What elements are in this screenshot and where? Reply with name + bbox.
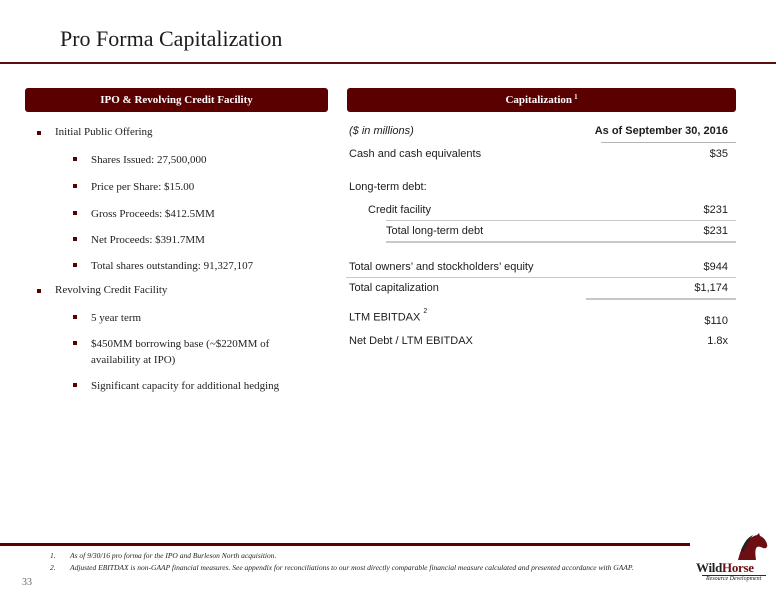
row-value: 1.8x xyxy=(707,335,728,347)
page-title: Pro Forma Capitalization xyxy=(60,26,283,51)
row-label: Credit facility xyxy=(368,204,431,216)
row-label xyxy=(349,308,428,324)
logo-wordmark-part2: Horse xyxy=(722,560,754,575)
bullet-label: Initial Public Offering xyxy=(55,126,153,138)
row-value: $110 xyxy=(704,315,728,327)
table-row xyxy=(346,308,736,329)
footnote-text: Adjusted EBITDAX is non-GAAP financial measures. See appendix for reconciliations to our most directly comparable financial measure calculated and presented accordance with GAAP. xyxy=(70,563,634,572)
footnote-ref: 2 xyxy=(423,308,428,315)
date-column-header: As of September 30, 2016 xyxy=(594,125,728,137)
horse-head-icon xyxy=(732,532,772,562)
bullet-square-icon xyxy=(73,157,77,161)
bullet-square-icon xyxy=(73,315,77,319)
sub-bullet-text: Significant capacity for additional hedging xyxy=(91,380,280,392)
bullet-square-icon xyxy=(73,211,77,215)
bullet-square-icon xyxy=(37,131,41,135)
row-label-text: LTM EBITDAX xyxy=(349,311,421,324)
sub-bullet-text: $450MM borrowing base (~$220MM of availability at IPO) xyxy=(91,338,270,366)
bullet-square-icon xyxy=(73,341,77,345)
footnote-text: As of 9/30/16 pro forma for the IPO and Burleson North acquisition. xyxy=(70,551,277,560)
table-row xyxy=(346,335,736,353)
ipo-section-header xyxy=(25,88,328,112)
row-label: Total long-term debt xyxy=(386,225,484,237)
row-divider xyxy=(386,241,736,243)
footnote-number: 1. xyxy=(50,551,56,560)
page-number: 33 xyxy=(22,577,32,588)
bullet-square-icon xyxy=(73,184,77,188)
row-value: $35 xyxy=(709,148,728,160)
row-label: Net Debt / LTM EBITDAX xyxy=(349,335,473,347)
bullet-square-icon xyxy=(73,237,77,241)
row-value: $1,174 xyxy=(694,282,728,294)
capitalization-section-header-label: Capitalization xyxy=(505,94,573,106)
logo-tagline: Resource Development xyxy=(706,576,762,582)
row-label: Total capitalization xyxy=(349,282,439,294)
row-label: Long-term debt: xyxy=(349,181,427,193)
sub-bullet-text: Gross Proceeds: $412.5MM xyxy=(91,208,215,220)
row-divider xyxy=(386,220,736,221)
logo-wordmark-part1: Wild xyxy=(696,560,723,575)
bullet-square-icon xyxy=(73,263,77,267)
footer-divider xyxy=(0,543,690,546)
units-label: ($ in millions) xyxy=(349,125,414,137)
row-value: $231 xyxy=(703,225,728,237)
sub-bullet-text: Total shares outstanding: 91,327,107 xyxy=(91,260,254,272)
row-label: Cash and cash equivalents xyxy=(349,148,482,160)
ipo-section-header-label: IPO & Revolving Credit Facility xyxy=(100,94,253,106)
table-row xyxy=(346,181,736,199)
sub-bullet-text: Price per Share: $15.00 xyxy=(91,181,195,193)
footnote-number: 2. xyxy=(50,563,56,572)
header-divider xyxy=(601,142,736,143)
logo-wordmark xyxy=(696,560,754,576)
row-label: Total owners’ and stockholders’ equity xyxy=(349,261,534,273)
table-header-row xyxy=(346,125,736,143)
row-divider xyxy=(586,298,736,300)
sub-bullet-text: 5 year term xyxy=(91,312,142,324)
capitalization-section-header xyxy=(347,88,736,112)
row-divider xyxy=(346,277,736,278)
footnote-ref: 1 xyxy=(574,93,578,101)
bullet-square-icon xyxy=(73,383,77,387)
sub-bullet-text: Shares Issued: 27,500,000 xyxy=(91,154,207,166)
row-value: $944 xyxy=(703,261,728,273)
table-row xyxy=(346,148,736,166)
bullet-square-icon xyxy=(37,289,41,293)
bullet-label: Revolving Credit Facility xyxy=(55,284,168,296)
wildhorse-logo xyxy=(694,532,774,592)
row-value: $231 xyxy=(703,204,728,216)
sub-bullet-text: Net Proceeds: $391.7MM xyxy=(91,234,205,246)
title-divider xyxy=(0,62,776,64)
